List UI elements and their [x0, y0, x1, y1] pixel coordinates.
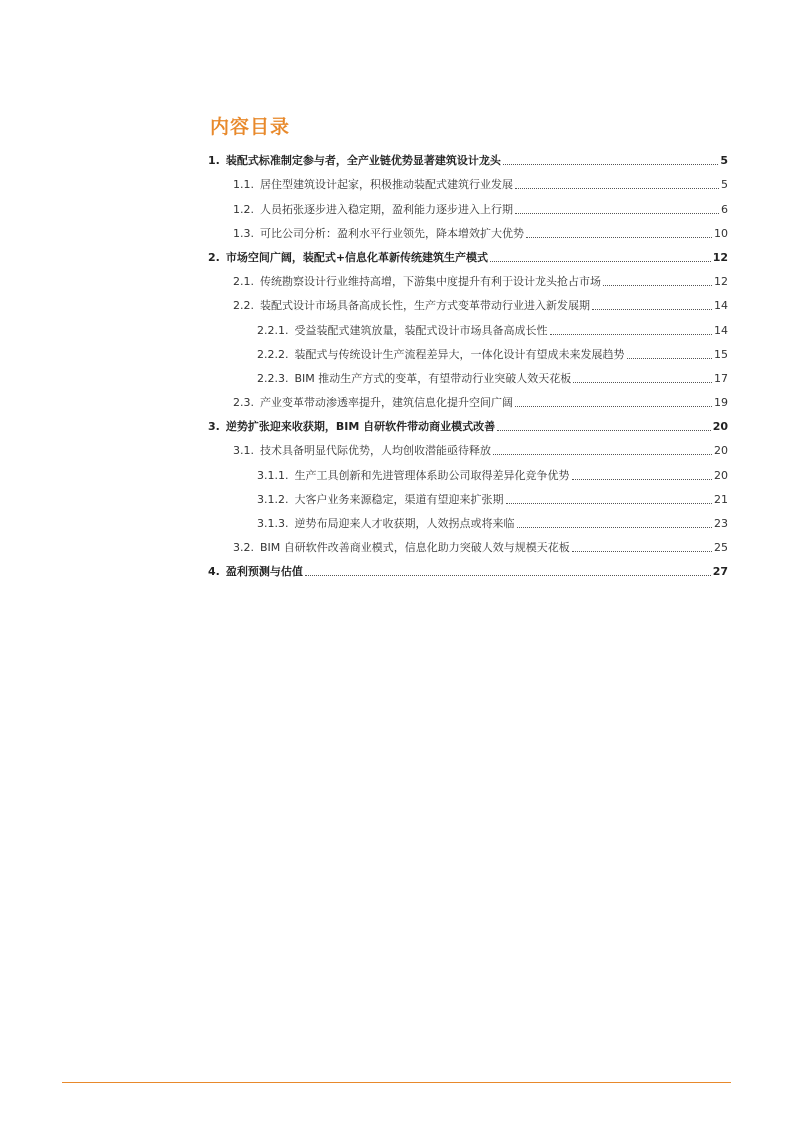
toc-entry-title: BIM 自研软件改善商业模式，信息化助力突破人效与规模天花板 — [260, 541, 570, 555]
toc-entry-title: 传统勘察设计行业维持高增，下游集中度提升有利于设计龙头抢占市场 — [260, 275, 601, 289]
toc-entry-number: 2. — [208, 250, 220, 264]
table-of-contents — [208, 144, 728, 579]
toc-entry-level-2[interactable] — [208, 217, 728, 241]
toc-entry-title: 装配式标准制定参与者，全产业链优势显著建筑设计龙头 — [225, 154, 501, 168]
toc-entry-number: 3.1.3. — [257, 517, 289, 530]
toc-entry-page-number: 21 — [714, 492, 728, 506]
toc-dot-leader — [493, 454, 712, 455]
toc-entry-title: 技术具备明显代际优势，人均创收潜能亟待释放 — [260, 444, 491, 458]
toc-entry-number: 1.1. — [233, 178, 254, 192]
toc-entry-number: 1.3. — [233, 226, 254, 240]
toc-entry-number: 2.2.1. — [257, 323, 289, 337]
toc-entry-level-2[interactable] — [208, 168, 728, 192]
toc-entry-level-3[interactable] — [208, 458, 728, 482]
toc-entry-page-number: 17 — [714, 371, 728, 385]
toc-entry-level-1[interactable] — [208, 555, 728, 579]
toc-entry-number: 2.2.2. — [257, 347, 289, 361]
toc-entry-level-2[interactable] — [208, 531, 728, 555]
toc-dot-leader — [506, 503, 713, 504]
toc-entry-level-2[interactable] — [208, 265, 728, 289]
toc-entry-page-number: 27 — [712, 565, 728, 579]
toc-dot-leader — [490, 261, 711, 262]
toc-entry-number: 2.2.3. — [257, 371, 289, 385]
toc-entry-title: 可比公司分析：盈利水平行业领先，降本增效扩大优势 — [260, 226, 524, 240]
toc-dot-leader — [550, 334, 713, 335]
toc-entry-page-number: 15 — [714, 347, 728, 361]
toc-entry-level-1[interactable] — [208, 410, 728, 434]
toc-entry-level-3[interactable] — [208, 338, 728, 362]
toc-entry-title: 市场空间广阔，装配式+信息化革新传统建筑生产模式 — [225, 250, 489, 264]
toc-dot-leader — [515, 188, 719, 189]
toc-entry-level-2[interactable] — [208, 386, 728, 410]
toc-entry-level-3[interactable] — [208, 362, 728, 386]
toc-entry-title: 受益装配式建筑放量，装配式设计市场具备高成长性 — [294, 323, 548, 337]
toc-dot-leader — [515, 406, 712, 407]
toc-entry-title: 逆势布局迎来人才收获期，人效拐点或将来临 — [294, 517, 515, 530]
toc-dot-leader — [603, 285, 712, 286]
toc-entry-number: 2.2. — [233, 299, 254, 313]
footer-divider — [62, 1082, 731, 1083]
toc-entry-number: 3. — [208, 420, 220, 434]
toc-entry-level-2[interactable] — [208, 192, 728, 216]
toc-entry-level-3[interactable] — [208, 507, 728, 531]
toc-dot-leader — [627, 358, 713, 359]
toc-entry-number: 4. — [208, 565, 220, 579]
toc-entry-level-2[interactable] — [208, 289, 728, 313]
toc-entry-number: 3.2. — [233, 541, 254, 555]
toc-entry-page-number: 20 — [712, 420, 728, 434]
toc-entry-title: BIM 推动生产方式的变革，有望带动行业突破人效天花板 — [294, 371, 572, 385]
toc-entry-page-number: 19 — [714, 396, 728, 410]
toc-entry-level-3[interactable] — [208, 313, 728, 337]
toc-entry-page-number: 14 — [714, 323, 728, 337]
toc-entry-number: 3.1.2. — [257, 492, 289, 506]
toc-entry-level-1[interactable] — [208, 144, 728, 168]
toc-entry-number: 2.3. — [233, 396, 254, 410]
toc-entry-title: 装配式设计市场具备高成长性，生产方式变革带动行业进入新发展期 — [260, 299, 590, 313]
toc-entry-title: 产业变革带动渗透率提升，建筑信息化提升空间广阔 — [260, 396, 513, 410]
toc-dot-leader — [497, 430, 711, 431]
toc-entry-page-number: 23 — [714, 517, 728, 530]
toc-entry-page-number: 20 — [714, 444, 728, 458]
toc-entry-number: 3.1.1. — [257, 468, 289, 482]
toc-dot-leader — [517, 527, 713, 528]
toc-entry-level-1[interactable] — [208, 241, 728, 265]
toc-entry-page-number: 14 — [714, 299, 728, 313]
toc-entry-page-number: 20 — [714, 468, 728, 482]
toc-entry-title: 逆势扩张迎来收获期，BIM 自研软件带动商业模式改善 — [225, 420, 496, 434]
toc-dot-leader — [592, 309, 712, 310]
toc-dot-leader — [573, 382, 712, 383]
toc-dot-leader — [503, 164, 719, 165]
toc-dot-leader — [526, 237, 712, 238]
toc-entry-title: 人员拓张逐步进入稳定期，盈利能力逐步进入上行期 — [260, 202, 513, 216]
toc-entry-page-number: 6 — [721, 202, 728, 216]
toc-entry-page-number: 25 — [714, 541, 728, 555]
toc-entry-title: 盈利预测与估值 — [225, 565, 303, 579]
toc-entry-title: 大客户业务来源稳定，渠道有望迎来扩张期 — [294, 492, 504, 506]
toc-dot-leader — [572, 551, 712, 552]
page-title: 内容目录 — [210, 116, 291, 138]
toc-entry-number: 1.2. — [233, 202, 254, 216]
toc-entry-level-2[interactable] — [208, 434, 728, 458]
toc-entry-title: 居住型建筑设计起家，积极推动装配式建筑行业发展 — [260, 178, 513, 192]
toc-entry-number: 3.1. — [233, 444, 254, 458]
toc-entry-title: 装配式与传统设计生产流程差异大，一体化设计有望成未来发展趋势 — [294, 347, 625, 361]
toc-entry-page-number: 12 — [712, 250, 728, 264]
toc-entry-number: 1. — [208, 154, 220, 168]
toc-entry-title: 生产工具创新和先进管理体系助公司取得差异化竞争优势 — [294, 468, 570, 482]
toc-dot-leader — [305, 575, 711, 576]
toc-dot-leader — [572, 479, 713, 480]
toc-dot-leader — [515, 213, 719, 214]
toc-entry-page-number: 5 — [721, 178, 728, 192]
toc-entry-page-number: 5 — [720, 154, 728, 168]
toc-entry-page-number: 10 — [714, 226, 728, 240]
toc-entry-page-number: 12 — [714, 275, 728, 289]
toc-entry-level-3[interactable] — [208, 483, 728, 507]
toc-entry-number: 2.1. — [233, 275, 254, 289]
